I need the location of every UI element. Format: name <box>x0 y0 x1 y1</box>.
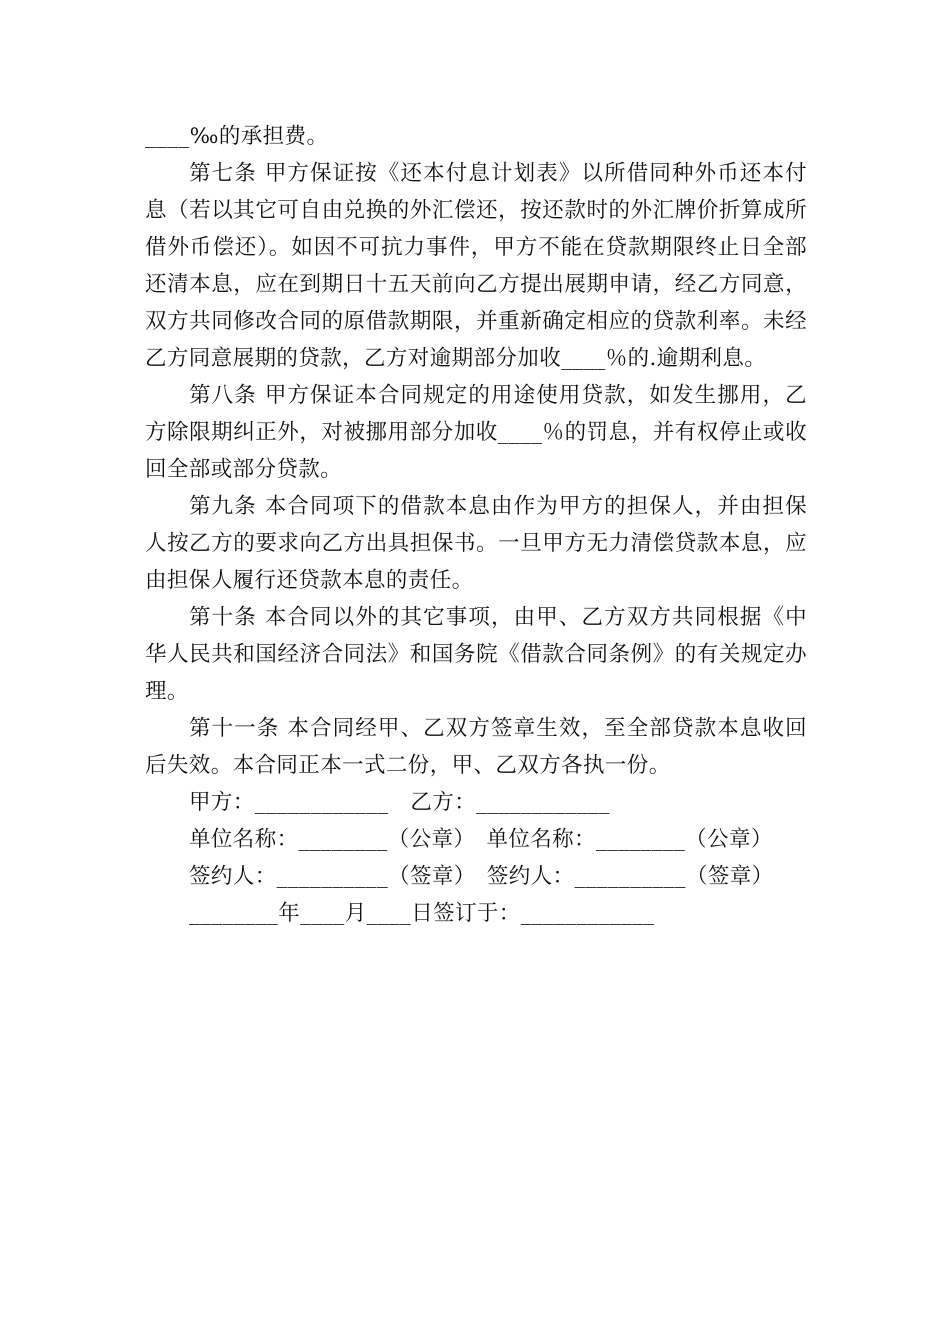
date-location-line: ________年____月____日签订于：____________ <box>189 901 655 926</box>
signer-line: 签约人：__________（签章） 签约人：__________（签章） <box>189 864 774 889</box>
article-10: 第十条 本合同以外的其它事项，由甲、乙方双方共同根据《中华人民共和国经济合同法》和国务院《借款合同条例》的有关规定办理。 <box>145 605 807 704</box>
paragraph-fee-fragment: ____‰的承担费。 <box>145 124 329 149</box>
article-9: 第九条 本合同项下的借款本息由作为甲方的担保人，并由担保人按乙方的要求向乙方出具担保书。一旦甲方无力清偿贷款本息，应由担保人履行还贷款本息的责任。 <box>145 494 807 593</box>
signature-block <box>145 784 807 932</box>
unit-name-line: 单位名称：________（公章） 单位名称：________（公章） <box>189 827 773 852</box>
article-7: 第七条 甲方保证按《还本付息计划表》以所借同种外币还本付息（若以其它可自由兑换的外汇偿还，按还款时的外汇牌价折算成所借外币偿还）。如因不可抗力事件，甲方不能在贷款期限终止日全部还清本息，应在到期日十五天前向乙方提出展期申请，经乙方同意，双方共同修改合同的原借款期限，并重新确定相应的贷款利率。未经乙方同意展期的贷款，乙方对逾期部分加收____％的.逾期利息。 <box>145 161 807 371</box>
article-11: 第十一条 本合同经甲、乙双方签章生效，至全部贷款本息收回后失效。本合同正本一式二份，甲、乙双方各执一份。 <box>145 716 807 778</box>
article-8: 第八条 甲方保证本合同规定的用途使用贷款，如发生挪用，乙方除限期纠正外，对被挪用部分加收____％的罚息，并有权停止或收回全部或部分贷款。 <box>145 383 807 482</box>
contract-body <box>145 118 807 932</box>
party-line: 甲方：____________ 乙方：____________ <box>189 790 610 815</box>
